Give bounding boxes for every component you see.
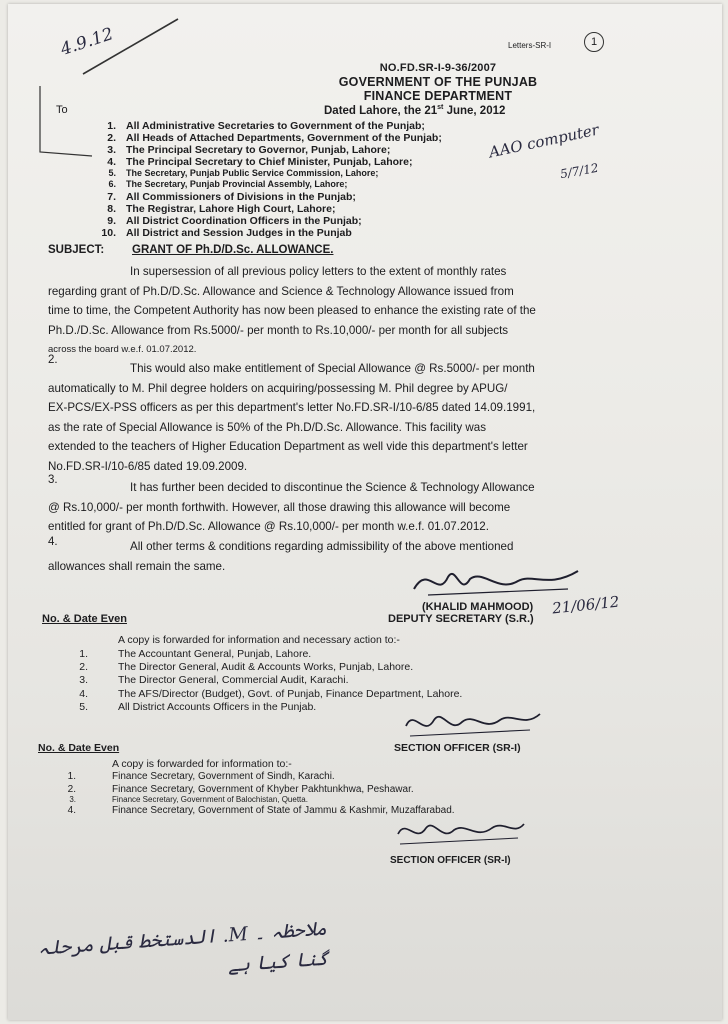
list-number: 9. — [107, 215, 116, 227]
list-number: 4. — [79, 688, 88, 700]
text-line: This would also make entitlement of Special Allowance @ Rs.5000/- per month — [130, 362, 535, 375]
list-number: 4. — [107, 156, 116, 168]
paragraph-3 — [48, 478, 698, 537]
paragraph-2 — [48, 359, 698, 476]
paragraph-3-number: 3. — [48, 474, 58, 486]
list-number: 1. — [107, 120, 116, 132]
list-item: The Registrar, Lahore High Court, Lahore; — [126, 203, 336, 215]
list-number: 4. — [67, 805, 76, 816]
handwritten-aao-date: 5/7/12 — [559, 160, 600, 182]
paragraph-1 — [48, 262, 698, 360]
scribble-stroke — [78, 14, 188, 84]
signature-deputy-secretary — [408, 559, 588, 604]
list-item: Finance Secretary, Government of State of Jammu & Kashmir, Muzaffarabad. — [112, 805, 455, 816]
text-line: as the rate of Special Allowance is 50% of the Ph.D/D.Sc. Allowance. This facility was — [48, 420, 486, 434]
list-item: The Principal Secretary to Chief Minister, Punjab, Lahore; — [126, 156, 413, 168]
list-number: 10. — [101, 227, 116, 239]
list-number: 2. — [107, 132, 116, 144]
list-item: The Director General, Audit & Accounts Works, Punjab, Lahore. — [118, 661, 414, 673]
paragraph-2-number: 2. — [48, 354, 58, 366]
text-line: time to time, the Competent Authority has now been pleased to enhance the existing rate of the — [48, 304, 536, 317]
list-number: 6. — [108, 179, 116, 189]
handwritten-urdu-note: ملاحظہ ۔ M. الدستخط قبل مرحلہ گنا کیا ہے — [37, 917, 330, 977]
list-item: All Heads of Attached Departments, Government of the Punjab; — [126, 132, 442, 144]
copy-intro-1: A copy is forwarded for information and necessary action to:- — [118, 634, 400, 646]
subject-text: GRANT OF Ph.D/D.Sc. ALLOWANCE. — [132, 244, 334, 256]
list-number: 3. — [107, 144, 116, 156]
bracket-mark — [32, 84, 102, 164]
list-number: 2. — [67, 784, 76, 795]
list-number: 2. — [79, 661, 88, 673]
list-item: All Administrative Secretaries to Government of the Punjab; — [126, 120, 425, 132]
list-item: All Commissioners of Divisions in the Punjab; — [126, 191, 356, 203]
paragraph-4-number: 4. — [48, 536, 58, 548]
list-number: 5. — [79, 701, 88, 713]
dated-line: Dated Lahore, the 21st June, 2012 — [324, 104, 506, 117]
page-number-circle: 1 — [584, 32, 604, 52]
list-item: The Secretary, Punjab Provincial Assembly, Lahore; — [126, 179, 348, 189]
text-line: In supersession of all previous policy letters to the extent of monthly rates — [130, 265, 507, 278]
signature-section-officer-2 — [392, 814, 532, 850]
text-line: @ Rs.10,000/- per month forthwith. However, all those drawing this allowance will become — [48, 500, 511, 514]
paragraph-4 — [48, 537, 698, 576]
list-item: The AFS/Director (Budget), Govt. of Punjab, Finance Department, Lahore. — [118, 688, 463, 700]
text-line: extended to the teachers of Higher Education Department as well vide this department's letter — [48, 440, 528, 453]
list-item: All District Coordination Officers in the Punjab; — [126, 215, 362, 227]
list-number: 1. — [79, 648, 88, 660]
list-number: 1. — [67, 771, 76, 782]
list-number: 3. — [69, 795, 76, 804]
section-officer-title-2: SECTION OFFICER (SR-I) — [390, 855, 511, 866]
text-line: It has further been decided to discontinue the Science & Technology Allowance — [130, 481, 535, 494]
government-heading: GOVERNMENT OF THE PUNJAB — [338, 75, 538, 89]
list-item: The Principal Secretary to Governor, Punjab, Lahore; — [126, 144, 391, 156]
signatory-name: (KHALID MAHMOOD) — [422, 601, 534, 613]
list-item: Finance Secretary, Government of Balochistan, Quetta. — [112, 795, 308, 804]
list-number: 7. — [107, 191, 116, 203]
department-heading: FINANCE DEPARTMENT — [363, 89, 513, 103]
section-officer-title-1: SECTION OFFICER (SR-I) — [394, 742, 521, 754]
text-line: entitled for grant of Ph.D/D.Sc. Allowance @ Rs.10,000/- per month w.e.f. 01.07.2012. — [48, 520, 489, 533]
text-line: across the board w.e.f. 01.07.2012. — [48, 344, 197, 355]
to-label: To — [56, 104, 68, 116]
signatory-title: DEPUTY SECRETARY (S.R.) — [388, 613, 534, 625]
text-line: Ph.D./D.Sc. Allowance from Rs.5000/- per month to Rs.10,000/- per month for all subjects — [48, 323, 509, 337]
text-line: EX-PCS/EX-PSS officers as per this department's letter No.FD.SR-I/10-6/85 dated 14.09.1991, — [48, 401, 536, 414]
reference-number: NO.FD.SR-I-9-36/2007 — [379, 62, 497, 74]
copy-heading-1: No. & Date Even — [42, 613, 127, 625]
list-number: 3. — [79, 674, 88, 686]
corner-tag: Letters-SR-I — [508, 41, 552, 50]
list-item: Finance Secretary, Government of Sindh, Karachi. — [112, 771, 335, 782]
copy-heading-2: No. & Date Even — [38, 742, 120, 754]
text-line: All other terms & conditions regarding admissibility of the above mentioned — [130, 540, 514, 553]
document-page — [8, 4, 722, 1020]
list-item: All District and Session Judges in the Punjab — [126, 227, 352, 239]
list-number: 5. — [108, 168, 116, 178]
list-item: All District Accounts Officers in the Punjab. — [118, 701, 317, 713]
list-item: Finance Secretary, Government of Khyber Pakhtunkhwa, Peshawar. — [112, 784, 414, 795]
handwritten-date: 4.9.12 — [58, 24, 116, 60]
subject-label: SUBJECT: — [48, 244, 105, 256]
copy-intro-2: A copy is forwarded for information to:- — [112, 758, 292, 770]
text-line: automatically to M. Phil degree holders on acquiring/possessing M. Phil degree by APUG/ — [48, 381, 508, 395]
handwritten-sign-date: 21/06/12 — [551, 592, 621, 618]
signature-section-officer-1 — [400, 704, 550, 744]
text-line: regarding grant of Ph.D/D.Sc. Allowance and Science & Technology Allowance issued from — [48, 284, 514, 298]
list-item: The Director General, Commercial Audit, Karachi. — [118, 674, 349, 686]
list-item: The Accountant General, Punjab, Lahore. — [118, 648, 312, 660]
text-line: allowances shall remain the same. — [48, 559, 226, 573]
list-item: The Secretary, Punjab Public Service Commission, Lahore; — [126, 168, 379, 178]
text-line: No.FD.SR-I/10-6/85 dated 19.09.2009. — [48, 459, 248, 473]
list-number: 8. — [107, 203, 116, 215]
handwritten-aao-note: AAO computer — [487, 120, 601, 162]
